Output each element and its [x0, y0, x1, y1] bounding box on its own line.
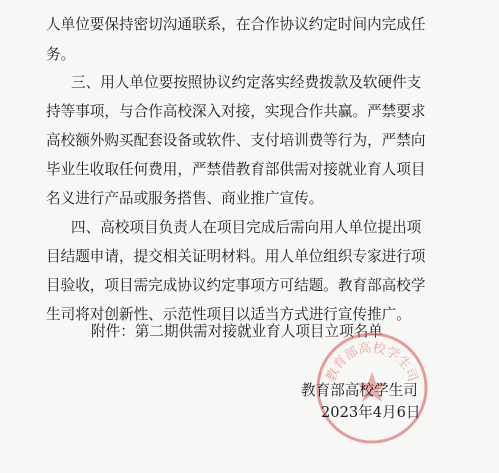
body-line-4: 持等事项，与合作高校深入对接，实现合作共赢。严禁要求	[46, 103, 426, 120]
body-line-5: 高校额外购买配套设备或软件、支付培训费等行为，严禁向	[46, 132, 426, 149]
body-line-7: 名义进行产品或服务搭售、商业推广宣传。	[46, 190, 324, 207]
signature-date: 2023年4月6日	[321, 404, 421, 421]
body-line-10: 目验收，项目需完成协议约定事项方可结题。教育部高校学	[46, 277, 426, 294]
body-line-11: 生司将对创新性、示范性项目以适当方式进行宣传推广。	[46, 306, 411, 323]
body-line-3: 三、用人单位要按照协议约定落实经费拨款及软硬件支	[71, 74, 422, 91]
body-line-9: 目结题申请，提交相关证明材料。用人单位组织专家进行项	[46, 248, 426, 265]
attachment-line: 附件：第二期供需对接就业育人项目立项名单	[91, 323, 383, 340]
body-line-2: 务。	[46, 46, 76, 63]
seal-text: 教育部高校学生司	[323, 340, 421, 384]
signature-org: 教育部高校学生司	[301, 382, 418, 399]
body-line-8: 四、高校项目负责人在项目完成后需向用人单位提出项	[71, 219, 422, 236]
body-line-6: 毕业生收取任何费用，严禁借教育部供需对接就业育人项目	[46, 161, 426, 178]
body-line-1: 人单位要保持密切沟通联系，在合作协议约定时间内完成任	[46, 16, 426, 33]
